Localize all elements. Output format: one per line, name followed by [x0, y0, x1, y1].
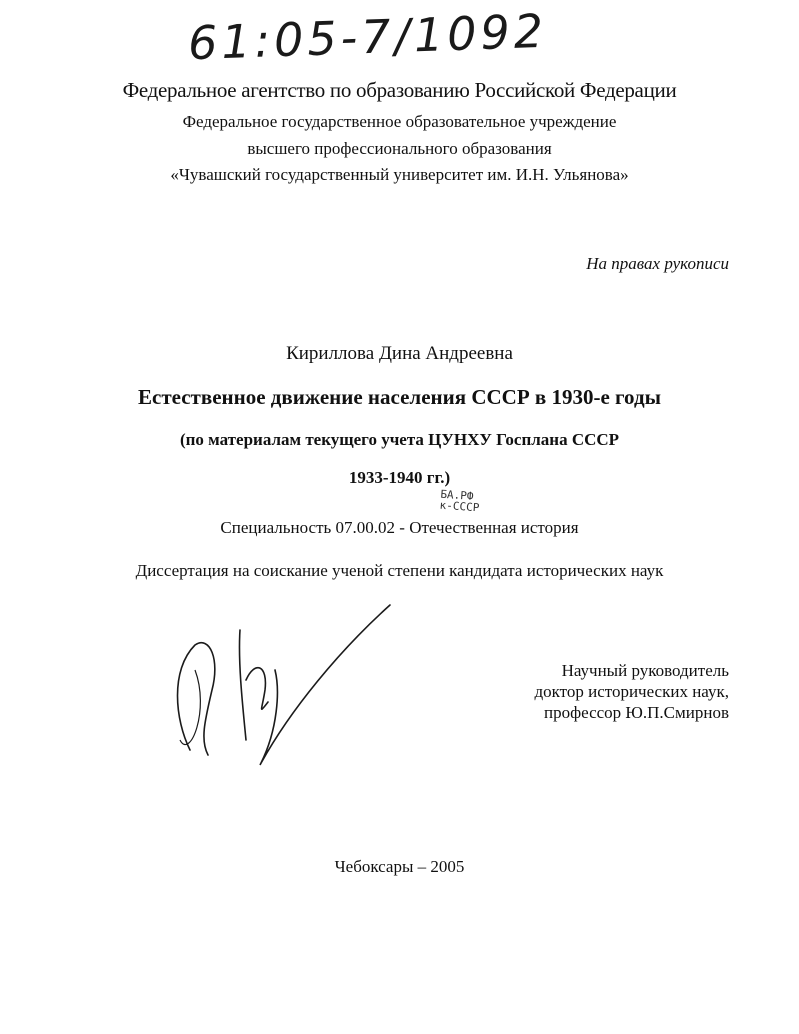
- supervisor-block: [534, 660, 729, 723]
- manuscript-note: На правах рукописи: [586, 254, 729, 273]
- supervisor-name: профессор Ю.П.Смирнов: [544, 703, 729, 722]
- signature: [150, 590, 410, 780]
- city-year: Чебоксары – 2005: [334, 857, 465, 876]
- author-name: Кириллова Дина Андреевна: [286, 343, 513, 364]
- supervisor-degree: доктор исторических наук,: [534, 682, 729, 701]
- subtitle-line-2: 1933-1940 гг.): [348, 468, 451, 487]
- subtitle-line-1: (по материалам текущего учета ЦУНХУ Госплана СССР: [179, 430, 620, 449]
- archive-handwritten-mark: 61:05-7/1092: [187, 3, 548, 71]
- institution-line-2: высшего профессионального образования: [247, 139, 552, 158]
- dissertation-title: Естественное движение населения СССР в 1930-е годы: [138, 385, 661, 409]
- dissertation-type: Диссертация на соискание ученой степени кандидата исторических наук: [135, 561, 664, 580]
- library-stamp: [439, 489, 480, 514]
- agency-line: Федеральное агентство по образованию Российской Федерации: [122, 78, 677, 102]
- stamp-line-1: БА.РФ: [439, 487, 474, 503]
- institution-line-3: «Чувашский государственный университет им. И.Н. Ульянова»: [170, 165, 629, 184]
- specialty-line: Специальность 07.00.02 - Отечественная история: [220, 518, 579, 537]
- institution-line-1: Федеральное государственное образовательное учреждение: [182, 112, 617, 131]
- supervisor-role: Научный руководитель: [561, 661, 729, 680]
- stamp-line-2: к-СССР: [439, 498, 480, 515]
